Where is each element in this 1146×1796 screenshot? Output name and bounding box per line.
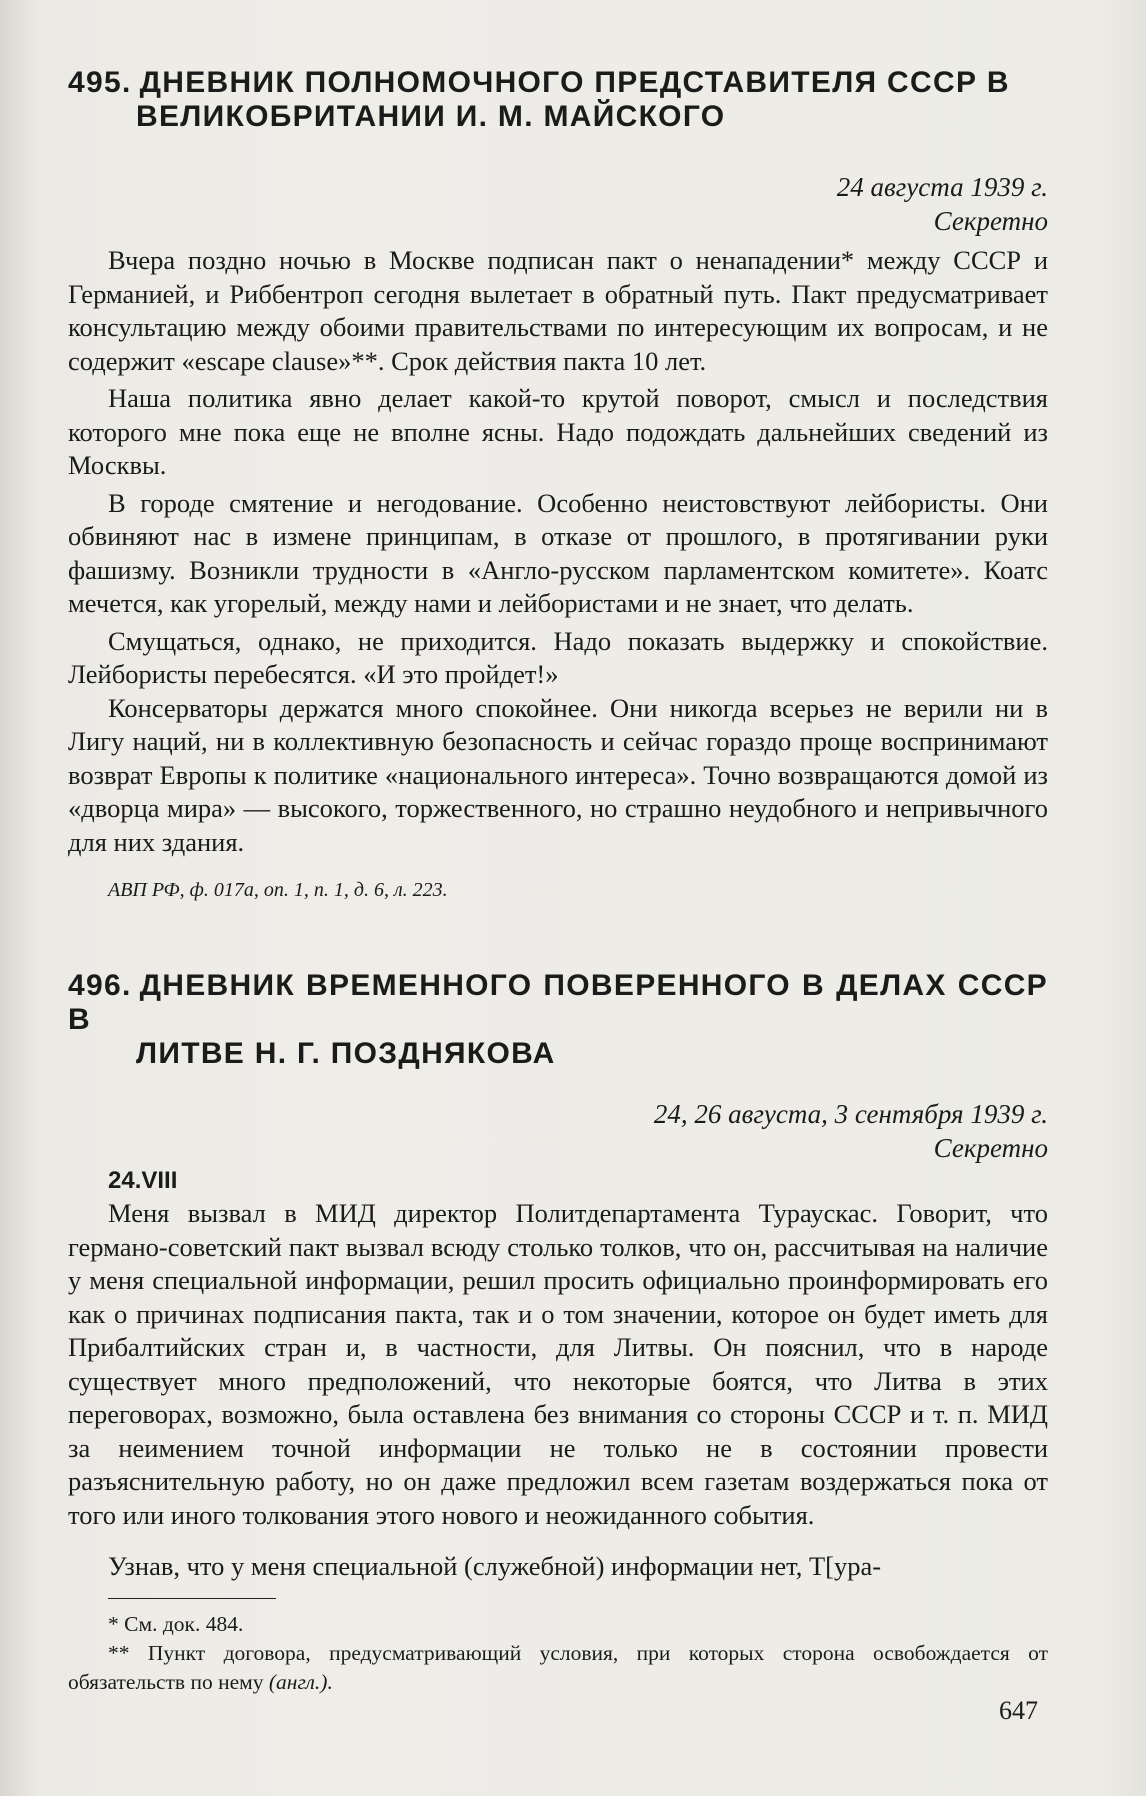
doc496-title-line1: ДНЕВНИК ВРЕМЕННОГО ПОВЕРЕННОГО В ДЕЛАХ СССР В — [68, 969, 1048, 1036]
doc495-title-line1: ДНЕВНИК ПОЛНОМОЧНОГО ПРЕДСТАВИТЕЛЯ СССР В — [139, 66, 1010, 99]
doc495-paragraph: Наша политика явно делает какой-то крутой поворот, смысл и последствия которого мне пока еще не вполне ясны. Надо подождать дальнейших сведений из Москвы. — [68, 383, 1048, 480]
doc495-number: 495. — [68, 66, 132, 99]
doc495-paragraph: Вчера поздно ночью в Москве подписан пакт о ненападении* между СССР и Германией, и Риббентроп сегодня вылетает в обратный путь. Пакт предусматривает консультацию между обоими правительствами по интересующим их вопросам, и не содержит «escape clause»**. Срок действия пакта 10 лет. — [68, 245, 1048, 376]
footnote-2-text: ** Пункт договора, предусматривающий условия, при которых сторона освобождается от обязательств по нему — [68, 1641, 1048, 1694]
footnote-divider — [108, 1598, 276, 1599]
footnotes — [68, 1610, 1048, 1697]
doc496-heading — [68, 969, 1048, 1071]
doc495-paragraph: Консерваторы держатся много спокойнее. Они никогда всерьез не верили ни в Лигу наций, ни в коллективную безопасность и сейчас гораздо проще воспринимают возврат Европы к политике «национального интереса». Точно возвращаются домой из «дворца мира» — высокого, торжественного, но страшно неудобного и непривычного для них здания. — [68, 692, 1048, 857]
document-495 — [68, 66, 1048, 903]
doc496-number: 496. — [68, 969, 132, 1002]
document-496 — [68, 969, 1048, 1584]
footnote-2-lang: (англ.). — [268, 1670, 333, 1694]
doc495-paragraph: Смущаться, однако, не приходится. Надо показать выдержку и спокойствие. Лейбористы перебесятся. «И это пройдет!» — [68, 625, 1048, 689]
doc496-day-heading: 24.VIII — [108, 1167, 178, 1194]
doc495-heading — [68, 66, 1048, 134]
doc495-paragraph: В городе смятение и негодование. Особенно неистовствуют лейбористы. Они обвиняют нас в измене принципам, в отказе от прошлого, в протягивании руки фашизму. Возникли трудности в «Англо-русском парламентском комитете». Коатс мечется, как угорелый, между нами и лейбористами и не знает, что делать. — [68, 487, 1048, 618]
doc496-classification: Секретно — [933, 1133, 1048, 1163]
doc496-title-line2: ЛИТВЕ Н. Г. ПОЗДНЯКОВА — [136, 1037, 556, 1070]
doc496-paragraph: Меня вызвал в МИД директор Политдепартамента Тураускас. Говорит, что германо-советский пакт вызвал всюду столько толков, что он, рассчитывая на наличие у меня специальной информации, решил просить официально проинформировать его как о причинах подписания пакта, так и о том значении, которое он будет иметь для Прибалтийских стран и, в частности, для Литвы. Он пояснил, что в народе существует много предположений, что некоторые боятся, что Литва в этих переговорах, возможно, была оставлена без внимания со стороны СССР и т. п. МИД за неимением точной информации не только не в состоянии провести разъяснительную работу, но он даже предложил всем газетам воздержаться пока от того или иного толкования этого нового и неожиданного события. — [68, 1198, 1048, 1530]
doc496-paragraph: Узнав, что у меня специальной (служебной) информации нет, Т[ура- — [108, 1551, 882, 1581]
doc496-date: 24, 26 августа, 3 сентября 1939 г. — [653, 1099, 1048, 1129]
footnote-1: * См. док. 484. — [108, 1612, 244, 1636]
doc495-classification: Секретно — [933, 206, 1048, 236]
doc495-title-line2: ВЕЛИКОБРИТАНИИ И. М. МАЙСКОГО — [136, 100, 726, 133]
footnote-2 — [68, 1639, 1048, 1697]
page-number: 647 — [999, 1696, 1038, 1725]
doc495-source: АВП РФ, ф. 017а, оп. 1, п. 1, д. 6, л. 223. — [108, 879, 448, 901]
doc495-date: 24 августа 1939 г. — [836, 172, 1048, 202]
